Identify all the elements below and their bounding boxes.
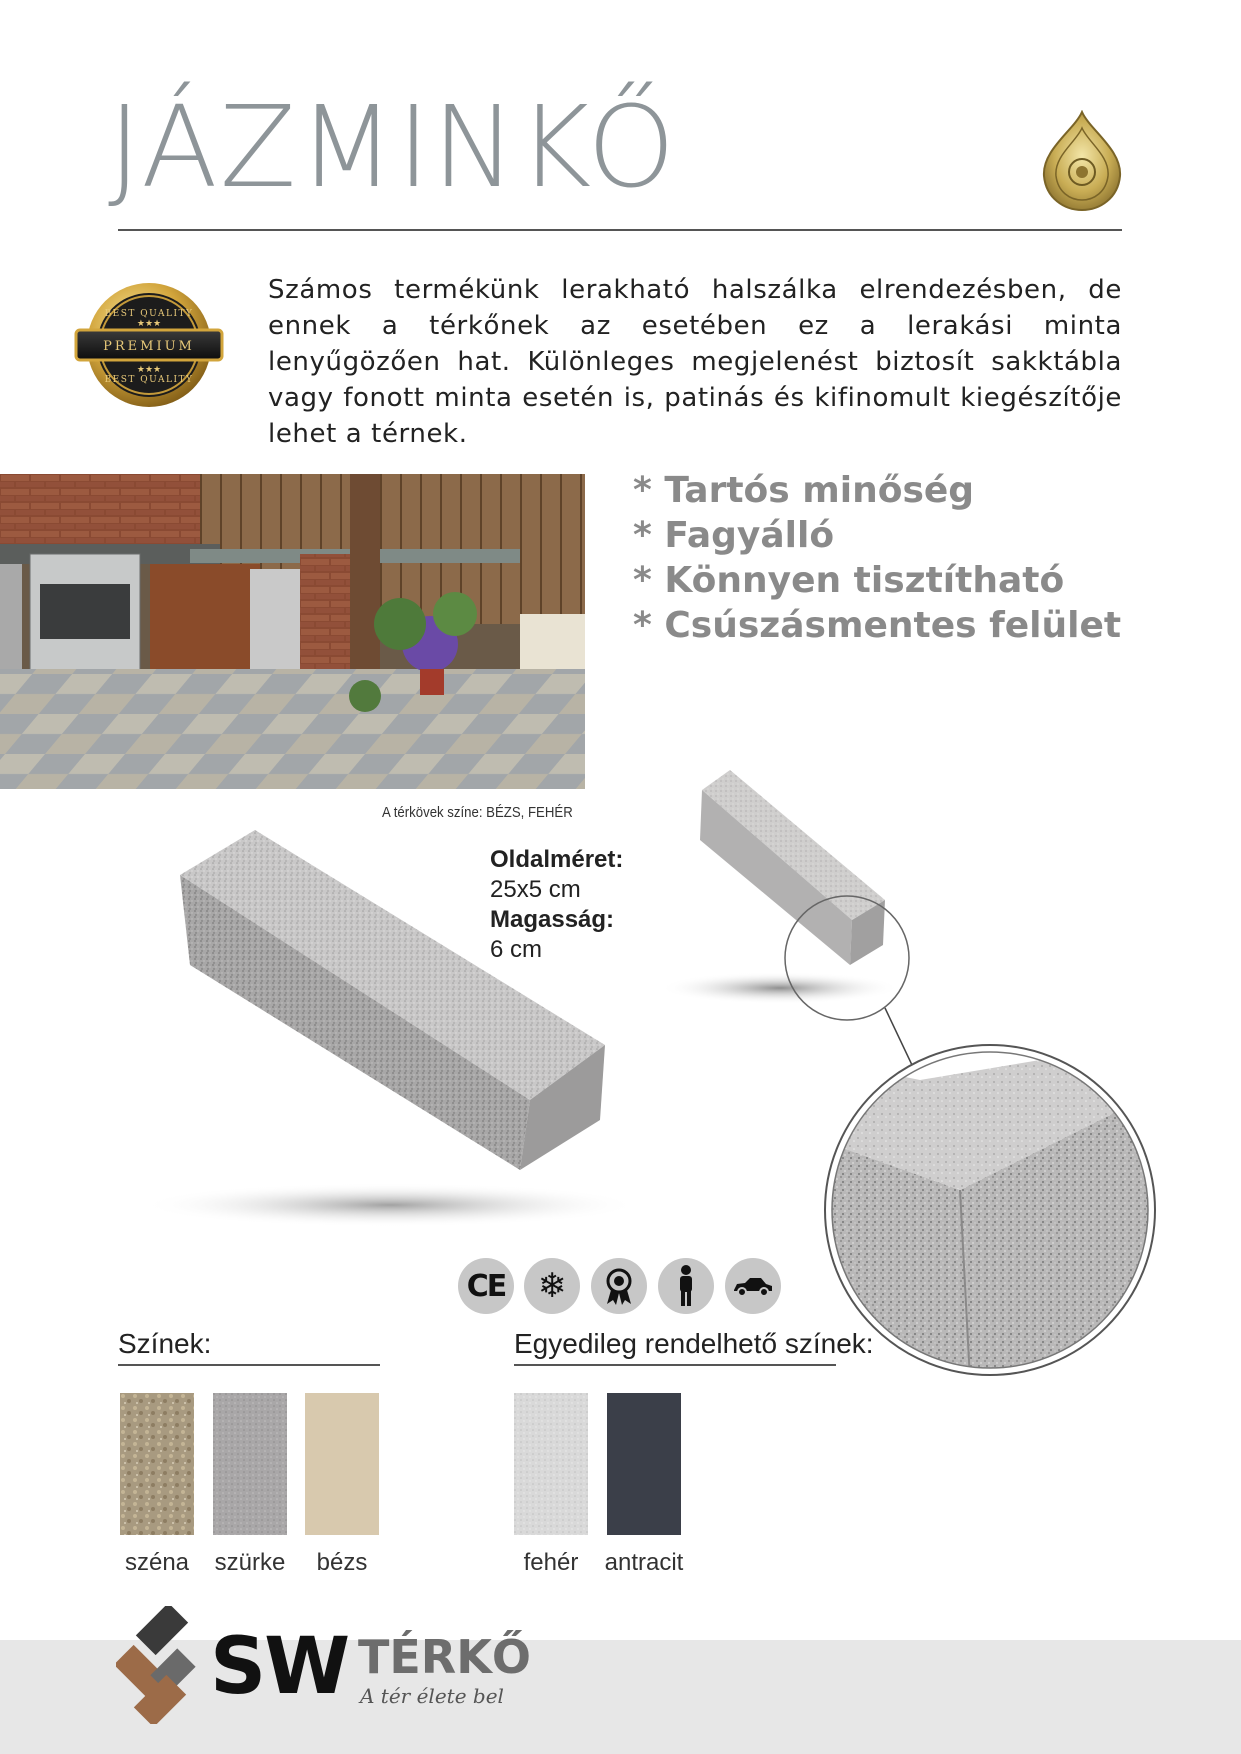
color-name-feher: fehér — [523, 1549, 579, 1576]
seal-badge-icon — [1040, 110, 1124, 214]
car-icon — [725, 1258, 781, 1314]
height-label: Magasság: — [490, 906, 615, 933]
custom-colors-label: Egyedileg rendelhető színek: — [514, 1328, 874, 1359]
brand-tagline: A tér élete bel — [360, 1684, 504, 1708]
colors-label: Színek: — [118, 1328, 212, 1359]
custom-colors-rule — [514, 1364, 836, 1366]
intro-paragraph: Számos termékünk lerakható halszálka elrendezésben, de ennek a térkőnek az esetében ez a lerakási minta lenyűgözően hat. Különleges megjelenést biztosít sakktábla vagy fonott minta esetén is, patinás és kifinomult kiegészítője lehet a térnek. — [268, 275, 1122, 449]
title-first-letter: J — [108, 83, 142, 213]
color-name-szena: széna — [124, 1549, 190, 1576]
premium-top-text: BEST QUALITY — [104, 309, 194, 319]
quality-award-icon — [591, 1258, 647, 1314]
feature-item: * Fagyálló — [633, 515, 835, 556]
colors-rule — [118, 1364, 380, 1366]
brand-name-secondary: TÉRKŐ — [358, 1630, 531, 1684]
feature-item: * Könnyen tisztítható — [633, 560, 1065, 601]
ce-mark-text: CE — [466, 1268, 506, 1304]
page-title — [108, 83, 678, 213]
premium-badge — [74, 278, 224, 412]
height-value: 6 cm — [490, 936, 543, 963]
svg-text:★★★: ★★★ — [136, 365, 162, 375]
swatch-antracit — [607, 1393, 681, 1535]
feature-item: * Tartós minőség — [633, 470, 975, 511]
brand-name: SW — [210, 1622, 349, 1712]
snowflake-icon: ❄ — [524, 1258, 580, 1314]
side-size-value: 25x5 cm — [490, 876, 581, 903]
title-rest: ÁZMINKŐ — [141, 83, 678, 213]
premium-bottom-text: BEST QUALITY — [104, 375, 194, 385]
swatch-szurke — [213, 1393, 287, 1535]
color-name-antracit: antracit — [604, 1549, 684, 1576]
svg-text:★★★: ★★★ — [136, 319, 162, 329]
premium-badge-icon — [74, 278, 224, 412]
photo-caption: A térkövek színe: BÉZS, FEHÉR — [382, 804, 573, 821]
ce-mark-icon — [458, 1258, 514, 1314]
title-divider — [118, 229, 1122, 231]
premium-text: PREMIUM — [103, 339, 195, 354]
color-name-bezs: bézs — [316, 1549, 368, 1576]
kitchen-photo — [0, 474, 585, 789]
pedestrian-icon — [658, 1258, 714, 1314]
feature-item: * Csúszásmentes felület — [633, 605, 1122, 646]
color-name-szurke: szürke — [214, 1549, 286, 1576]
swatch-szena — [120, 1393, 194, 1535]
feature-list — [633, 468, 1121, 648]
swatch-feher — [514, 1393, 588, 1535]
swatch-bezs — [305, 1393, 379, 1535]
side-size-label: Oldalméret: — [490, 846, 624, 873]
spec-block — [490, 845, 623, 965]
brand-logo-icon — [116, 1606, 206, 1724]
